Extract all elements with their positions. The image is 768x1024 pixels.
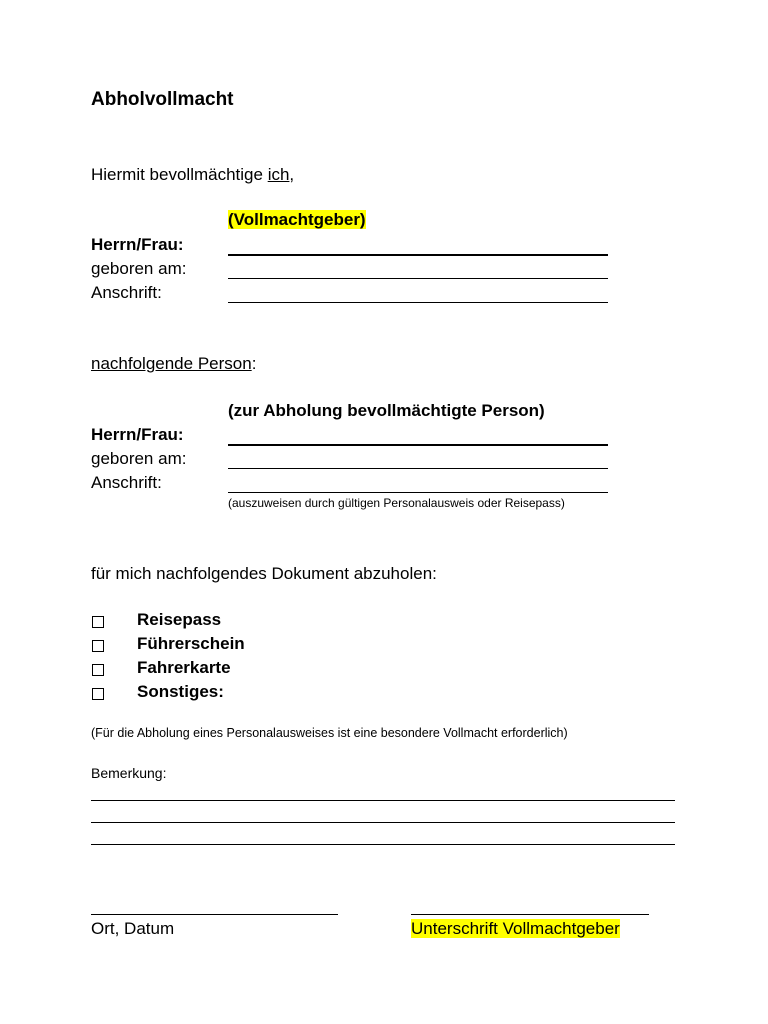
intro-text [91,165,294,185]
checkbox-fuehrerschein[interactable] [92,639,104,657]
checkbox-icon [92,688,104,700]
checkbox-icon [92,640,104,652]
checkbox-reisepass[interactable] [92,615,104,633]
document-intro: für mich nachfolgendes Dokument abzuholen: [91,564,437,583]
grantor-name-field[interactable] [228,254,608,256]
place-date-line[interactable] [91,914,338,915]
signature-line[interactable] [411,914,649,915]
grantor-name-label: Herrn/Frau: [91,235,184,254]
remarks-label: Bemerkung: [91,765,167,781]
remarks-line[interactable] [91,844,675,845]
remarks-line[interactable] [91,822,675,823]
remarks-line[interactable] [91,800,675,801]
proxy-address-label: Anschrift: [91,473,162,492]
proxy-intro [91,354,256,374]
proxy-heading: (zur Abholung bevollmächtigte Person) [228,401,545,420]
proxy-name-label: Herrn/Frau: [91,425,184,444]
proxy-birth-field[interactable] [228,468,608,469]
intro-underlined: ich [267,165,290,184]
proxy-intro-suffix: : [251,354,257,373]
grantor-address-field[interactable] [228,302,608,303]
checkbox-fahrerkarte[interactable] [92,663,104,681]
proxy-id-note: (auszuweisen durch gültigen Personalausweis oder Reisepass) [228,496,565,510]
grantor-birth-label: geboren am: [91,259,187,278]
document-option-label: Reisepass [137,610,222,629]
proxy-address-field[interactable] [228,492,608,493]
grantor-heading: (Vollmachtgeber) [228,210,366,229]
checkbox-icon [92,664,104,676]
checkbox-sonstiges[interactable] [92,687,104,705]
document-option-label: Sonstiges: [137,682,224,701]
grantor-birth-field[interactable] [228,278,608,279]
document-option-label: Fahrerkarte [137,658,231,677]
proxy-name-field[interactable] [228,444,608,446]
page-title: Abholvollmacht [91,89,234,110]
place-date-label: Ort, Datum [91,919,175,938]
checkbox-icon [92,616,104,628]
id-card-note: (Für die Abholung eines Personalausweises ist eine besondere Vollmacht erforderlich) [91,726,568,740]
signature-label: Unterschrift Vollmachtgeber [411,919,620,938]
intro-lead: Hiermit bevollmächtige [91,165,268,184]
proxy-birth-label: geboren am: [91,449,187,468]
intro-suffix: , [289,165,295,184]
document-option-label: Führerschein [137,634,245,653]
proxy-intro-underlined: nachfolgende Person [91,354,252,373]
grantor-address-label: Anschrift: [91,283,162,302]
